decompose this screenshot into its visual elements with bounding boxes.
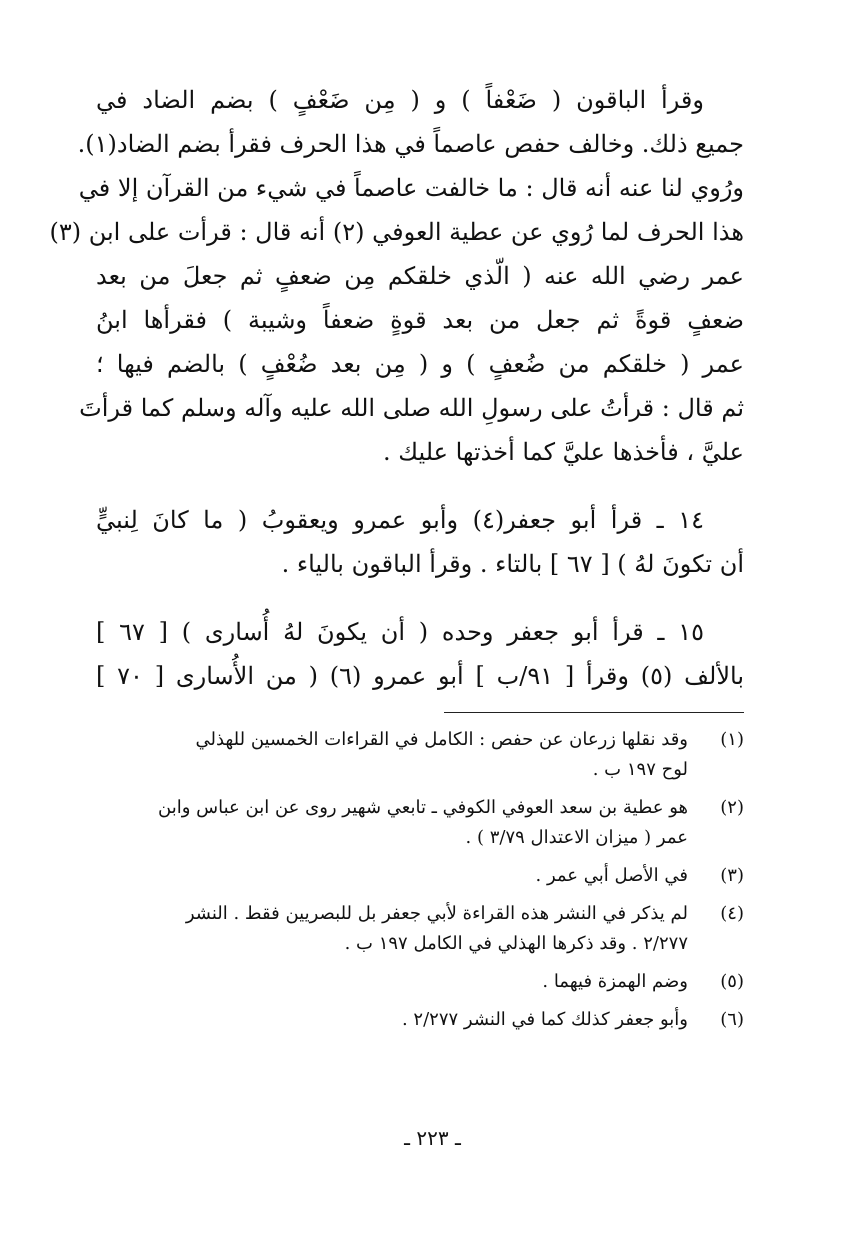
text-line: بالألف (٥) وقرأ [ ٩١/ب ] أبو عمرو (٦) ( من الأُسارى [ ٧٠ ] bbox=[96, 662, 745, 690]
footnote-line: في الأصل أبي عمر . bbox=[535, 865, 688, 886]
footnote-4 bbox=[96, 899, 744, 959]
footnote-line: لم يذكر في النشر هذه القراءة لأبي جعفر بل للبصريين فقط . النشر bbox=[185, 903, 688, 924]
footnote-line: ٢/٢٧٧ . وقد ذكرها الهذلي في الكامل ١٩٧ ب . bbox=[344, 933, 688, 954]
text-line: عمر ( خلقكم من ضُعفٍ ) و ( مِن بعد ضُعْفٍ ) بالضم فيها ؛ bbox=[96, 350, 744, 378]
text-line: عليَّ ، فأخذها عليَّ كما أخذتها عليك . bbox=[382, 438, 744, 466]
footnote-2 bbox=[96, 793, 744, 853]
paragraph-3 bbox=[96, 610, 744, 698]
footnote-6 bbox=[96, 1005, 744, 1035]
footnote-separator bbox=[444, 712, 744, 713]
footnote-number: (٥) bbox=[720, 971, 744, 992]
text-line: وقرأ الباقون ( ضَعْفاً ) و ( مِن ضَعْفٍ ) بضم الضاد في bbox=[96, 86, 704, 114]
footnote-3 bbox=[96, 861, 744, 891]
text-line: ١٥ ـ قرأ أبو جعفر وحده ( أن يكونَ لهُ أُسارى ) [ ٦٧ ] bbox=[96, 618, 704, 646]
footnote-body bbox=[96, 899, 688, 959]
footnote-number: (٦) bbox=[720, 1009, 744, 1030]
footnote-5 bbox=[96, 967, 744, 997]
footnote-number: (٣) bbox=[720, 865, 744, 886]
text-line: ثم قال : قرأتُ على رسولِ الله صلى الله عليه وآله وسلم كما قرأتَ bbox=[79, 394, 744, 422]
footnote-line: وقد نقلها زرعان عن حفص : الكامل في القراءات الخمسين للهذلي bbox=[195, 729, 688, 750]
footnotes bbox=[96, 725, 744, 1035]
footnote-number: (٢) bbox=[720, 797, 744, 818]
paragraph-2 bbox=[96, 498, 744, 586]
footnote-body bbox=[96, 1005, 688, 1035]
text-line: ١٤ ـ قرأ أبو جعفر(٤) وأبو عمرو ويعقوبُ ( ما كانَ لِنبيٍّ bbox=[96, 506, 704, 534]
paragraph-gap bbox=[96, 474, 744, 498]
paragraph-gap bbox=[96, 586, 744, 610]
page-number: ـ ٢٢٣ ـ bbox=[404, 1126, 461, 1150]
footnote-number: (٤) bbox=[720, 903, 744, 924]
paragraph-1 bbox=[49, 78, 744, 474]
text-line: أن تكونَ لهُ ) [ ٦٧ ] بالتاء . وقرأ الباقون بالياء . bbox=[281, 550, 744, 578]
text-line: عمر رضي الله عنه ( الّذي خلقكم مِن ضعفٍ ثم جعلَ من بعد bbox=[96, 262, 744, 290]
footnote-line: وضم الهمزة فيهما . bbox=[542, 971, 688, 992]
text-line: هذا الحرف لما رُوي عن عطية العوفي (٢) أنه قال : قرأت على ابن (٣) bbox=[49, 218, 744, 246]
page-content bbox=[49, 78, 745, 1043]
footnote-body bbox=[96, 967, 688, 997]
footnote-line: عمر ( ميزان الاعتدال ٣/٧٩ ) . bbox=[465, 827, 688, 848]
footnote-line: وأبو جعفر كذلك كما في النشر ٢/٢٧٧ . bbox=[401, 1009, 688, 1030]
footnote-1 bbox=[96, 725, 744, 785]
footnote-line: لوح ١٩٧ ب . bbox=[592, 759, 688, 780]
footnote-number: (١) bbox=[720, 729, 744, 750]
footnote-body bbox=[96, 725, 688, 785]
text-line: ضعفٍ قوةً ثم جعل من بعد قوةٍ ضعفاً وشيبة ) فقرأها ابنُ bbox=[96, 306, 744, 334]
footnote-line: هو عطية بن سعد العوفي الكوفي ـ تابعي شهير روى عن ابن عباس وابن bbox=[158, 797, 688, 818]
footnote-body bbox=[96, 861, 688, 891]
text-line: ورُوي لنا عنه أنه قال : ما خالفت عاصماً في شيء من القرآن إلا في bbox=[78, 174, 744, 202]
text-line: جميع ذلك. وخالف حفص عاصماً في هذا الحرف فقرأ بضم الضاد(١). bbox=[77, 130, 744, 158]
footnote-body bbox=[96, 793, 688, 853]
